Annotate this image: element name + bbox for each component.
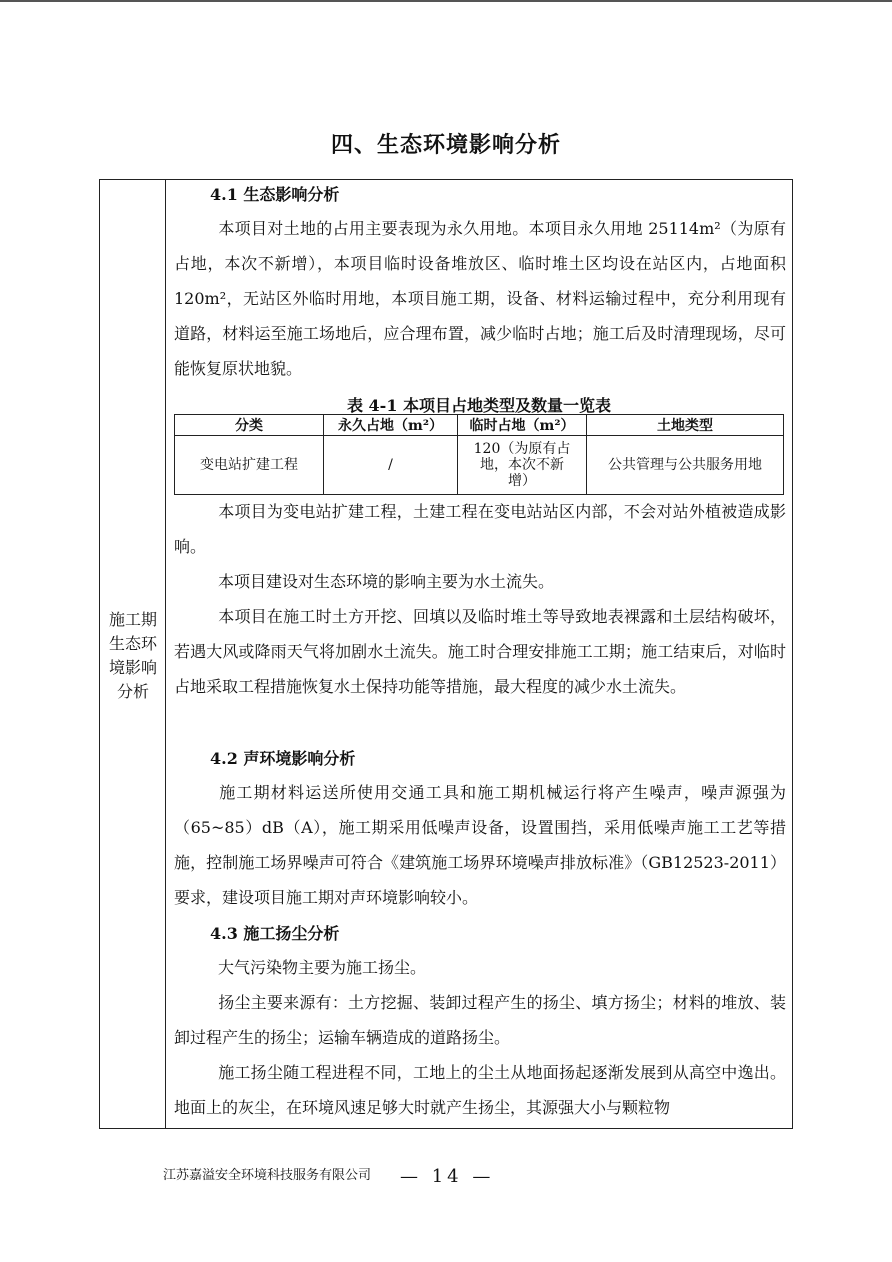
table-cell: 120（为原有占地，本次不新增） [458,436,587,495]
content-column [166,180,792,1128]
table-cell: 变电站扩建工程 [175,436,324,495]
table-header-cell: 分类 [175,415,324,436]
table-cell: / [324,436,458,495]
section-4-1-paragraph-4-text: 本项目在施工时土方开挖、回填以及临时堆土等导致地表裸露和土层结构破坏，若遇大风或降雨天气将加剧水土流失。施工时合理安排施工工期；施工结束后，对临时占地采取工程措施恢复水土保持功能等措施，最大程度的减少水土流失。 [174,607,786,696]
section-4-3-paragraph-3 [174,1055,786,1125]
section-4-3-paragraph-1-text: 大气污染物主要为施工扬尘。 [218,958,427,977]
table-header-cell: 临时占地（m²） [458,415,587,436]
footer-company: 江苏嘉溢安全环境科技服务有限公司 [163,1168,372,1183]
table-header-cell: 土地类型 [587,415,784,436]
side-label: 施工期生态环境影响分析 [108,610,157,701]
section-4-1-paragraph-2-text: 本项目为变电站扩建工程，土建工程在变电站站区内部，不会对站外植被造成影响。 [174,502,786,556]
analysis-table-frame [99,179,793,1129]
page-title: 四、生态环境影响分析 [330,132,561,158]
section-4-1-paragraph-1-text: 本项目对土地的占用主要表现为永久用地。本项目永久用地 25114m²（为原有占地，本次不新增），本项目临时设备堆放区、临时堆土区均设在站区内，占地面积 120m²，无站区外临时用地，本项目施工期，设备、材料运输过程中，充分利用现有道路，材料运至施工场地后，应合理布置，减少临时占地；施工后及时清理现场，尽可能恢复原状地貌。 [174,219,786,378]
table-row [175,436,784,495]
section-4-3-heading: 4.3 施工扬尘分析 [210,924,340,943]
section-4-1-paragraph-2 [174,494,786,564]
table-cell: 公共管理与公共服务用地 [587,436,784,495]
section-4-1-paragraph-4 [174,599,786,704]
section-4-2-heading: 4.2 声环境影响分析 [210,749,356,768]
section-4-1-paragraph-1 [174,211,786,386]
section-4-1-paragraph-3 [174,564,786,599]
section-4-3-paragraph-2-text: 扬尘主要来源有：土方挖掘、装卸过程产生的扬尘、填方扬尘；材料的堆放、装卸过程产生的扬尘；运输车辆造成的道路扬尘。 [174,993,786,1047]
side-column [100,180,166,1128]
table-header-row [175,415,784,436]
top-rule [0,0,892,2]
section-4-2-paragraph-1 [174,775,786,915]
section-4-1-paragraph-3-text: 本项目建设对生态环境的影响主要为水土流失。 [218,572,555,591]
page-number: — 14 — [400,1166,495,1187]
section-4-3-paragraph-2 [174,985,786,1055]
section-4-3-paragraph-1 [174,950,786,985]
land-use-table [174,414,784,495]
section-4-2-paragraph-1-text: 施工期材料运送所使用交通工具和施工期机械运行将产生噪声，噪声源强为（65~85）dB（A），施工期采用低噪声设备，设置围挡，采用低噪声施工工艺等措施，控制施工场界噪声可符合《建筑施工场界环境噪声排放标准》（GB12523-2011）要求，建设项目施工期对声环境影响较小。 [174,783,786,907]
section-4-3-paragraph-3-text: 施工扬尘随工程进程不同，工地上的尘土从地面扬起逐渐发展到从高空中逸出。地面上的灰尘，在环境风速足够大时就产生扬尘，其源强大小与颗粒物 [174,1063,786,1117]
table-header-cell: 永久占地（m²） [324,415,458,436]
section-4-1-heading: 4.1 生态影响分析 [210,185,340,204]
table-title: 表 4-1 本项目占地类型及数量一览表 [346,396,612,415]
